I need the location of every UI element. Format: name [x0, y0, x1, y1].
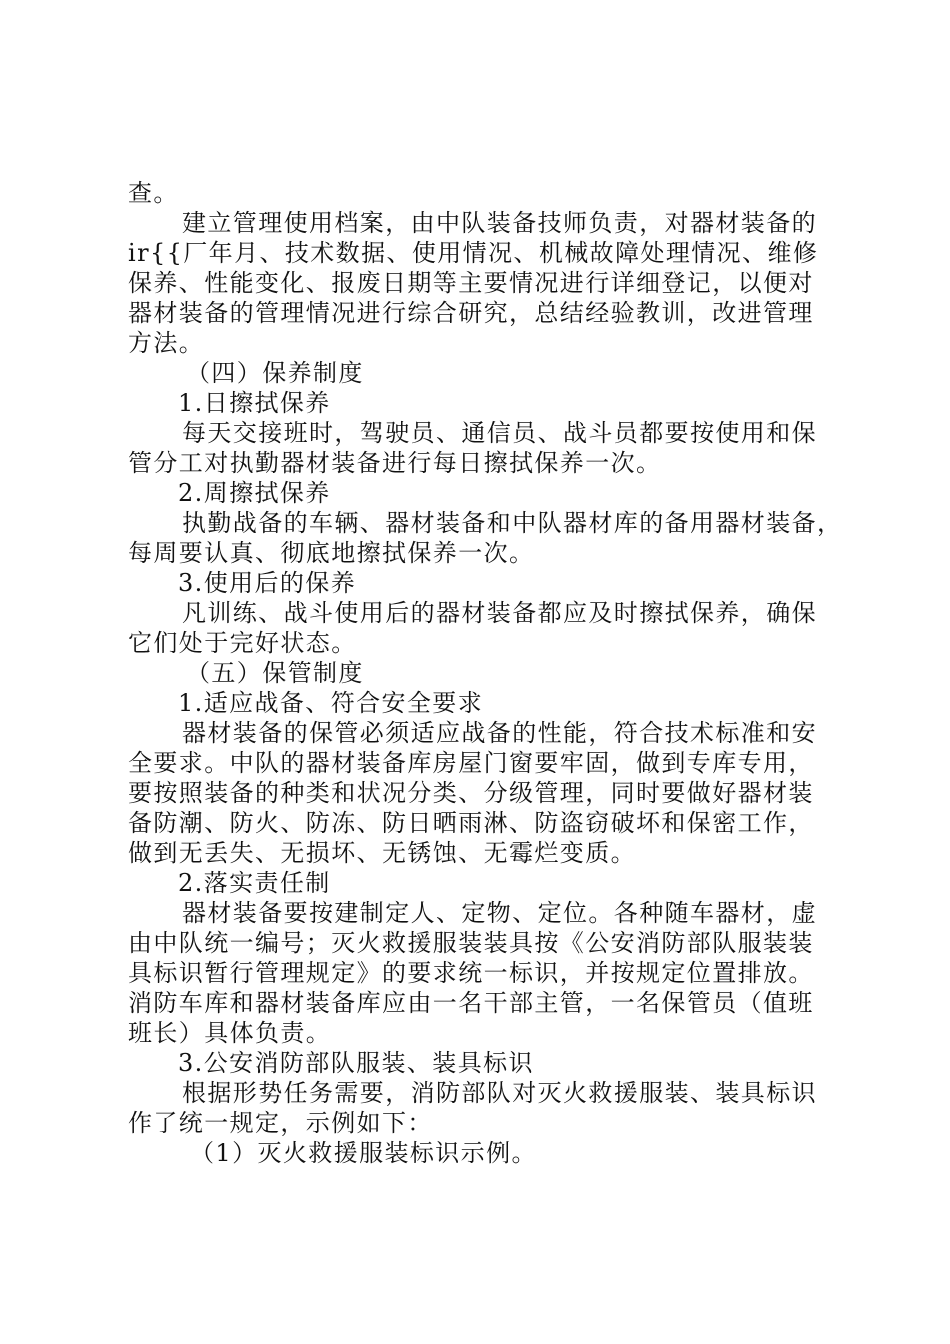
- paragraph-line: 每周要认真、彻底地擦拭保养一次。: [128, 539, 535, 567]
- subsection-heading: 3.使用后的保养: [178, 569, 357, 597]
- paragraph-line: 全要求。中队的器材装备库房屋门窗要牢固，做到专库专用，: [128, 749, 814, 777]
- paragraph-line: 备防潮、防火、防冻、防日晒雨淋、防盗窃破坏和保密工作，: [128, 809, 814, 837]
- paragraph-line: 查。: [128, 179, 179, 207]
- subsection-heading: 2.落实责任制: [178, 869, 331, 897]
- subsection-heading: 1.适应战备、符合安全要求: [178, 689, 484, 717]
- paragraph-line: 要按照装备的种类和状况分类、分级管理，同时要做好器材装: [128, 779, 814, 807]
- paragraph-line: 根据形势任务需要，消防部队对灭火救援服装、装具标识: [182, 1079, 817, 1107]
- paragraph-line: 具标识暂行管理规定》的要求统一标识，并按规定位置排放。: [128, 959, 814, 987]
- paragraph-line: 每天交接班时，驾驶员、通信员、战斗员都要按使用和保: [182, 419, 817, 447]
- paragraph-line: 执勤战备的车辆、器材装备和中队器材库的备用器材装备，: [182, 509, 843, 537]
- paragraph-line: 凡训练、战斗使用后的器材装备都应及时擦拭保养，确保: [182, 599, 817, 627]
- paragraph-line: 班长）具体负责。: [128, 1019, 332, 1047]
- paragraph-line: ir{{厂年月、技术数据、使用情况、机械故障处理情况、维修: [128, 239, 819, 267]
- subsection-heading: 1.日擦拭保养: [178, 389, 331, 417]
- subsection-heading: 3.公安消防部队服装、装具标识: [178, 1049, 534, 1077]
- paragraph-line: 它们处于完好状态。: [128, 629, 357, 657]
- paragraph-line: 由中队统一编号；灭火救援服装装具按《公安消防部队服装装: [128, 929, 814, 957]
- list-item: （1）灭火救援服装标识示例。: [190, 1139, 537, 1167]
- paragraph-line: 器材装备的保管必须适应战备的性能，符合技术标准和安: [182, 719, 817, 747]
- section-heading: （五）保管制度: [186, 659, 364, 687]
- section-heading: （四）保养制度: [186, 359, 364, 387]
- subsection-heading: 2.周擦拭保养: [178, 479, 331, 507]
- paragraph-line: 建立管理使用档案，由中队装备技师负责，对器材装备的: [182, 209, 817, 237]
- paragraph-line: 器材装备的管理情况进行综合研究，总结经验教训，改进管理: [128, 299, 814, 327]
- paragraph-line: 做到无丢失、无损坏、无锈蚀、无霉烂变质。: [128, 839, 636, 867]
- paragraph-line: 消防车库和器材装备库应由一名干部主管，一名保管员（值班: [128, 989, 814, 1017]
- paragraph-line: 管分工对执勤器材装备进行每日擦拭保养一次。: [128, 449, 662, 477]
- paragraph-line: 方法。: [128, 329, 205, 357]
- paragraph-line: 保养、性能变化、报废日期等主要情况进行详细登记，以便对: [128, 269, 814, 297]
- paragraph-line: 作了统一规定，示例如下：: [128, 1109, 433, 1137]
- paragraph-line: 器材装备要按建制定人、定物、定位。各种随车器材，虚: [182, 899, 817, 927]
